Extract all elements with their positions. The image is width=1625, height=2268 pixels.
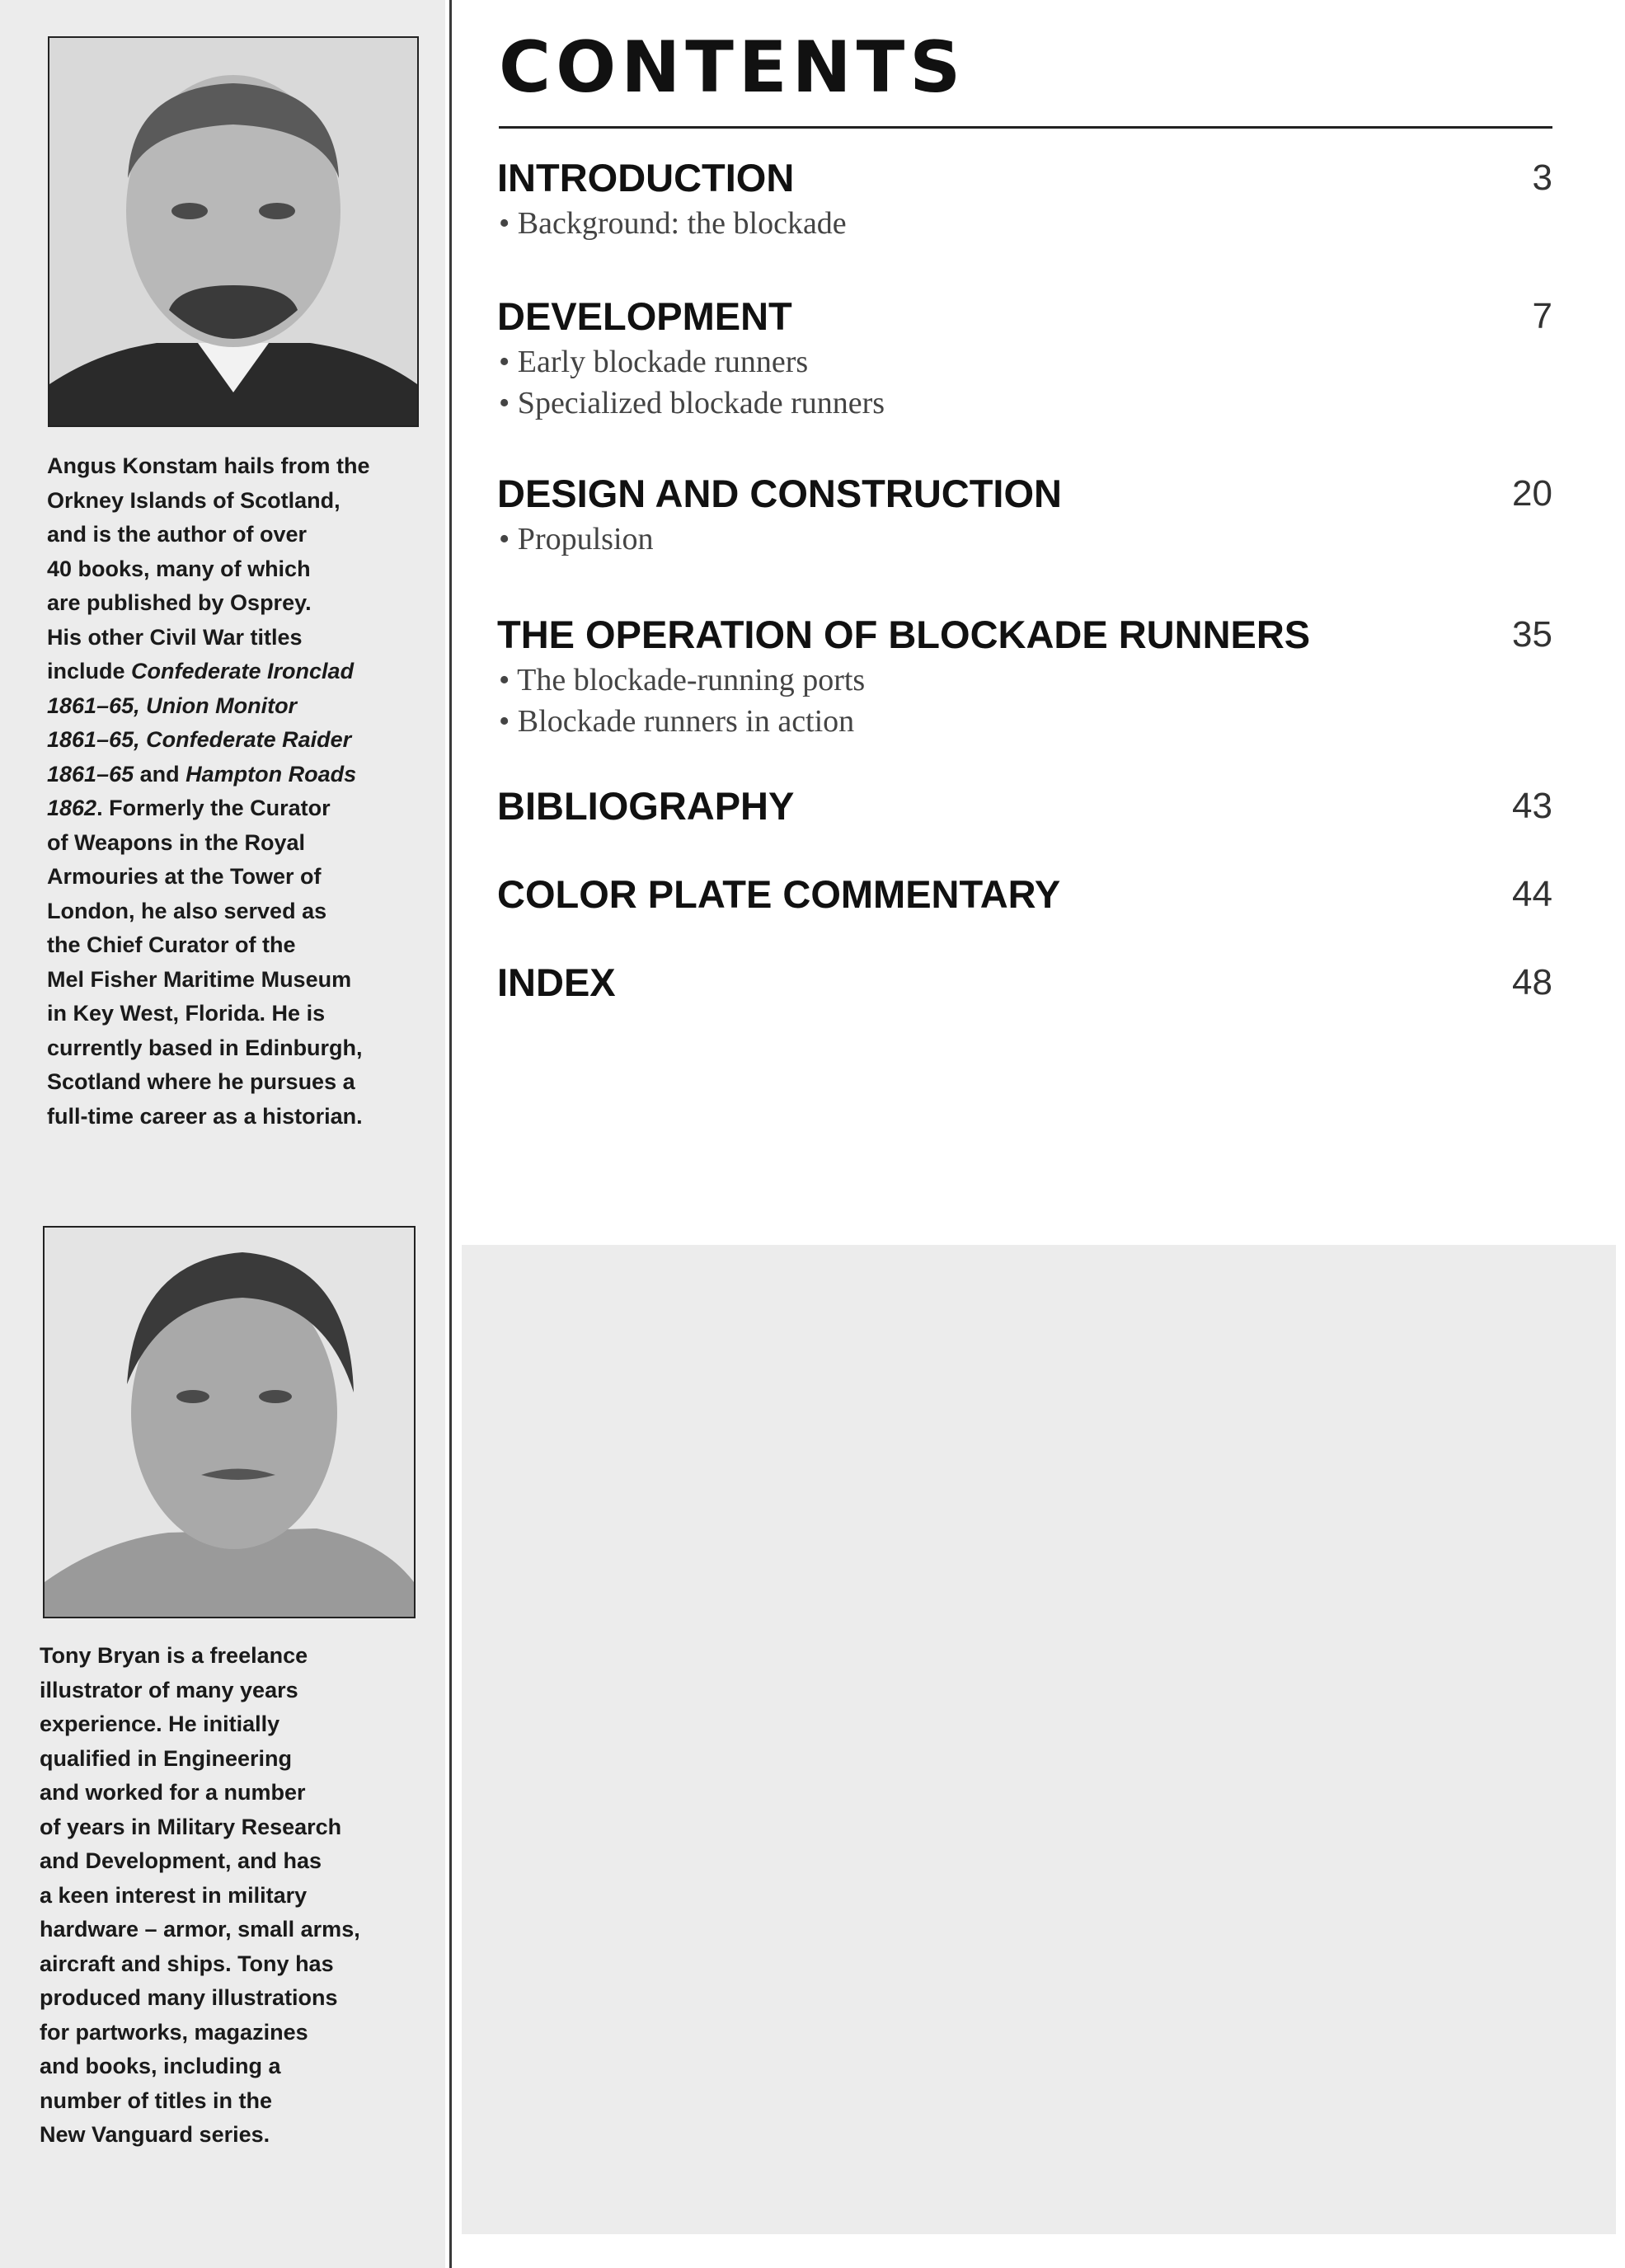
bio-line [40,1947,360,1982]
bio-text: 40 books, many of which [47,556,311,581]
bio-line [47,997,370,1031]
contents-title: CONTENTS [499,26,966,109]
bio-line [47,484,370,519]
bio-line [47,928,370,963]
bio-text: full-time career as a historian. [47,1103,363,1129]
bio-line [40,1810,360,1845]
bio-text: Scotland where he pursues a [47,1069,355,1094]
grey-panel [462,1245,1616,2234]
bio-text: illustrator of many years [40,1677,298,1702]
bio-line [40,2016,360,2050]
bio-line [40,1776,360,1810]
bio-text: the Chief Curator of the [47,932,296,957]
toc-subentry: • Blockade runners in action [499,704,855,739]
bio-line [47,791,370,826]
bio-line [47,586,370,621]
toc-entry [497,292,1552,424]
toc-entry [497,610,1552,742]
bio-text: aircraft and ships. Tony has [40,1951,334,1976]
toc-entry-title: THE OPERATION OF BLOCKADE RUNNERS [497,613,1311,656]
bio-text: Angus Konstam hails from the [47,453,370,478]
author-portrait [48,36,419,427]
bio-line [47,1031,370,1066]
bio-line [47,518,370,552]
bio-line [47,449,370,484]
bio-line [47,895,370,929]
book-title: 1861–65 [47,761,134,787]
bio-text: . Formerly the Curator [96,796,331,820]
bio-text: include [47,659,132,683]
bio-text: in Key West, Florida. He is [47,1001,326,1026]
bio-text: London, he also served as [47,898,327,923]
bio-line [47,1100,370,1134]
bio-text: are published by Osprey. [47,590,312,615]
toc-page-number: 20 [1512,473,1552,514]
toc-page-number: 48 [1512,962,1552,1003]
toc-entry-title: INDEX [497,960,616,1004]
bio-text: of Weapons in the Royal [47,829,306,855]
bio-line [40,2084,360,2119]
bio-line [40,2118,360,2153]
bio-line [47,689,370,724]
bio-text: number of titles in the [40,2087,273,2113]
illustrator-bio [40,1639,360,2153]
toc-entry-title: INTRODUCTION [497,156,795,200]
toc-entry [497,153,1552,244]
bio-text: hardware – armor, small arms, [40,1917,360,1942]
illustrator-portrait-image [45,1228,414,1617]
illustrator-portrait [43,1226,416,1618]
bio-text: New Vanguard series. [40,2122,270,2147]
bio-line [40,1981,360,2016]
book-title: 1862 [47,796,97,820]
toc-entry [497,870,1552,919]
bio-line [47,963,370,998]
toc-subentry: • Background: the blockade [499,206,847,241]
toc-page-number: 44 [1512,874,1552,914]
title-rule [499,126,1552,129]
bio-text: and [134,761,186,787]
bio-text: Tony Bryan is a freelance [40,1643,308,1668]
toc-page-number: 35 [1512,614,1552,655]
toc-page-number: 3 [1532,157,1552,198]
bio-line [47,621,370,655]
toc-subentry: • The blockade-running ports [499,663,866,697]
bio-text: His other Civil War titles [47,624,303,650]
book-title: Hampton Roads [186,761,357,787]
toc-entry [497,469,1552,560]
bio-text: of years in Military Research [40,1814,342,1839]
author-portrait-image [49,38,417,425]
bio-text: and worked for a number [40,1780,306,1805]
bio-text: produced many illustrations [40,1985,338,2010]
author-bio [47,449,370,1134]
bio-line [47,826,370,861]
bio-line [47,552,370,587]
toc-page-number: 7 [1532,296,1552,336]
bio-line [47,655,370,689]
bio-text: currently based in Edinburgh, [47,1035,363,1060]
bio-line [40,1742,360,1777]
bio-line [47,1065,370,1100]
toc-entry-title: DEVELOPMENT [497,294,792,338]
bio-text: Armouries at the Tower of [47,864,322,889]
bio-line [40,1844,360,1879]
toc-entry [497,958,1552,1007]
toc-subentry: • Propulsion [499,522,654,556]
bio-text: Orkney Islands of Scotland, [47,487,340,513]
bio-line [47,758,370,792]
bio-text: experience. He initially [40,1712,280,1736]
toc-subentry: • Early blockade runners [499,345,809,379]
bio-line [40,2050,360,2084]
toc-subentry: • Specialized blockade runners [499,386,885,420]
bio-line [40,1707,360,1742]
toc-page-number: 43 [1512,786,1552,826]
toc-entry [497,782,1552,831]
toc-entry-title: DESIGN AND CONSTRUCTION [497,472,1062,515]
toc-entry-title: BIBLIOGRAPHY [497,784,795,828]
book-title: 1861–65, Confederate Raider [47,727,352,752]
bio-line [40,1674,360,1708]
bio-text: a keen interest in military [40,1882,308,1908]
bio-line [47,860,370,895]
bio-text: qualified in Engineering [40,1745,293,1771]
toc-entry-title: COLOR PLATE COMMENTARY [497,872,1061,916]
bio-text: Mel Fisher Maritime Museum [47,966,352,992]
book-title: Confederate Ironclad [131,659,355,683]
bio-text: and books, including a [40,2054,281,2078]
bio-text: and is the author of over [47,522,308,547]
bio-line [47,723,370,758]
book-title: 1861–65, Union Monitor [47,693,298,718]
bio-line [40,1639,360,1674]
column-divider [449,0,452,2268]
bio-line [40,1879,360,1913]
bio-text: for partworks, magazines [40,2019,308,2045]
bio-line [40,1913,360,1947]
bio-text: and Development, and has [40,1848,322,1873]
